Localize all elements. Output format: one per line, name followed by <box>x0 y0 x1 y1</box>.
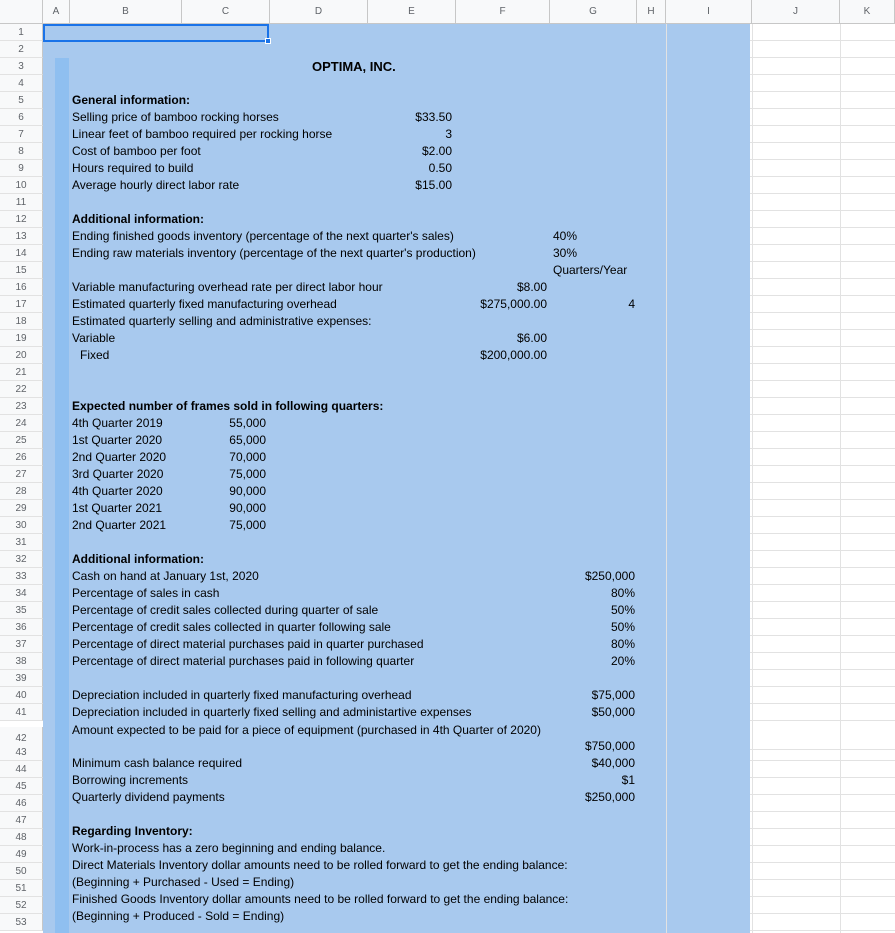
row-header-53[interactable]: 53 <box>0 914 43 931</box>
gridline <box>840 24 841 933</box>
cell-label[interactable]: Fixed <box>80 348 110 362</box>
row-header-9[interactable]: 9 <box>0 160 43 177</box>
cell-label[interactable]: Estimated quarterly selling and administrative expenses: <box>72 314 372 328</box>
fill-handle[interactable] <box>265 38 271 44</box>
cell-label[interactable]: Minimum cash balance required <box>72 756 243 770</box>
shaded-stripe <box>55 58 69 933</box>
row-header-1[interactable]: 1 <box>0 24 43 41</box>
cell-value[interactable]: $2.00 <box>421 144 452 158</box>
gridline <box>750 635 895 636</box>
gridline <box>666 24 667 933</box>
gridline <box>750 176 895 177</box>
cell-value[interactable]: 55,000 <box>229 416 266 430</box>
cell-value[interactable]: 20% <box>610 654 635 668</box>
gridline <box>750 397 895 398</box>
column-header-j[interactable]: J <box>752 0 840 24</box>
cell-label[interactable]: 2nd Quarter 2020 <box>72 450 167 464</box>
row-header-4[interactable]: 4 <box>0 75 43 92</box>
row-header-5[interactable]: 5 <box>0 92 43 109</box>
gridline <box>750 57 895 58</box>
cell-value[interactable]: 50% <box>610 603 635 617</box>
row-header-46[interactable]: 46 <box>0 795 43 812</box>
cell-label[interactable]: 1st Quarter 2021 <box>72 501 163 515</box>
row-header-34[interactable]: 34 <box>0 585 43 602</box>
gridline <box>750 125 895 126</box>
row-header-28[interactable]: 28 <box>0 483 43 500</box>
cell-label[interactable]: Quarterly dividend payments <box>72 790 225 804</box>
cell-value[interactable]: $75,000 <box>591 688 635 702</box>
row-header-11[interactable]: 11 <box>0 194 43 211</box>
cell-label[interactable]: 3rd Quarter 2020 <box>72 467 164 481</box>
row-header-35[interactable]: 35 <box>0 602 43 619</box>
cell-value[interactable]: 80% <box>610 637 635 651</box>
inventory-heading[interactable]: Regarding Inventory: <box>72 824 193 838</box>
gridline <box>750 930 895 931</box>
cell-label[interactable]: Percentage of credit sales collected during quarter of sale <box>72 603 379 617</box>
column-header-f[interactable]: F <box>456 0 550 24</box>
cell-value[interactable]: $750,000 <box>584 739 635 753</box>
gridline <box>750 777 895 778</box>
row-header-3[interactable]: 3 <box>0 58 43 75</box>
gridline <box>750 533 895 534</box>
cell-label-wrapped[interactable]: Amount expected to be paid for a piece of equipment (purchased in 4th Quarter of 2020) <box>72 723 541 737</box>
gridline <box>750 652 895 653</box>
quarters-label[interactable]: Quarters/Year <box>553 263 628 277</box>
cell-text[interactable]: Direct Materials Inventory dollar amounts need to be rolled forward to get the ending balance: <box>72 858 568 872</box>
select-all-corner[interactable] <box>0 0 43 24</box>
row-header-22[interactable]: 22 <box>0 381 43 398</box>
cell-label[interactable]: Percentage of direct material purchases paid in quarter purchased <box>72 637 424 651</box>
gridline <box>750 749 895 750</box>
gridline <box>750 618 895 619</box>
column-header-d[interactable]: D <box>270 0 368 24</box>
cell-value[interactable]: $8.00 <box>516 280 547 294</box>
gridline <box>750 74 895 75</box>
column-header-e[interactable]: E <box>368 0 456 24</box>
gridline <box>750 414 895 415</box>
row-header-24[interactable]: 24 <box>0 415 43 432</box>
cell-value[interactable]: $250,000 <box>584 790 635 804</box>
row-header-45[interactable]: 45 <box>0 778 43 795</box>
row-header-6[interactable]: 6 <box>0 109 43 126</box>
gridline <box>750 601 895 602</box>
gridline <box>752 24 753 933</box>
cell-label[interactable]: Cash on hand at January 1st, 2020 <box>72 569 259 583</box>
gridline <box>750 811 895 812</box>
additional-heading[interactable]: Additional information: <box>72 212 204 226</box>
gridline <box>750 686 895 687</box>
row-header-30[interactable]: 30 <box>0 517 43 534</box>
gridline <box>750 516 895 517</box>
cell-value[interactable]: $33.50 <box>415 110 452 124</box>
cell-text[interactable]: (Beginning + Produced - Sold = Ending) <box>72 909 285 923</box>
cell-label[interactable]: 4th Quarter 2019 <box>72 416 163 430</box>
row-header-25[interactable]: 25 <box>0 432 43 449</box>
row-header-31[interactable]: 31 <box>0 534 43 551</box>
row-header-26[interactable]: 26 <box>0 449 43 466</box>
cell-value[interactable]: 40% <box>553 229 578 243</box>
row-header-49[interactable]: 49 <box>0 846 43 863</box>
cell-label[interactable]: Estimated quarterly fixed manufacturing overhead <box>72 297 337 311</box>
gridline <box>750 244 895 245</box>
gridline <box>750 828 895 829</box>
gridline <box>750 363 895 364</box>
row-header-36[interactable]: 36 <box>0 619 43 636</box>
gridline <box>750 159 895 160</box>
cell-label[interactable]: Cost of bamboo per foot <box>72 144 201 158</box>
row-header-43[interactable]: 43 <box>0 744 43 761</box>
cell-value[interactable]: 65,000 <box>229 433 266 447</box>
cell-label[interactable]: 2nd Quarter 2021 <box>72 518 167 532</box>
gridline <box>750 210 895 211</box>
column-header-a[interactable]: A <box>43 0 70 24</box>
column-header-b[interactable]: B <box>70 0 182 24</box>
row-header-19[interactable]: 19 <box>0 330 43 347</box>
gridline <box>750 465 895 466</box>
gridline <box>750 760 895 761</box>
sheet-title[interactable]: OPTIMA, INC. <box>312 59 396 74</box>
row-header-8[interactable]: 8 <box>0 143 43 160</box>
row-header-50[interactable]: 50 <box>0 863 43 880</box>
cell-label[interactable]: Percentage of credit sales collected in quarter following sale <box>72 620 391 634</box>
cell-value[interactable]: 50% <box>610 620 635 634</box>
cell-label[interactable]: Ending finished goods inventory (percentage of the next quarter's sales) <box>72 229 454 243</box>
gridline <box>750 913 895 914</box>
cell-value[interactable]: 75,000 <box>229 518 266 532</box>
cell-label[interactable]: Percentage of sales in cash <box>72 586 220 600</box>
cell-label[interactable]: Borrowing increments <box>72 773 189 787</box>
row-header-27[interactable]: 27 <box>0 466 43 483</box>
row-header-18[interactable]: 18 <box>0 313 43 330</box>
cell-value[interactable]: $250,000 <box>584 569 635 583</box>
row-header-47[interactable]: 47 <box>0 812 43 829</box>
row-header-33[interactable]: 33 <box>0 568 43 585</box>
gridline <box>750 193 895 194</box>
cell-value[interactable]: 75,000 <box>229 467 266 481</box>
column-header-c[interactable]: C <box>182 0 270 24</box>
cell-text[interactable]: Finished Goods Inventory dollar amounts need to be rolled forward to get the ending balance: <box>72 892 569 906</box>
row-header-23[interactable]: 23 <box>0 398 43 415</box>
gridline <box>750 91 895 92</box>
cell-label[interactable]: 1st Quarter 2020 <box>72 433 163 447</box>
row-header-14[interactable]: 14 <box>0 245 43 262</box>
gridline <box>750 346 895 347</box>
row-header-39[interactable]: 39 <box>0 670 43 687</box>
row-header-20[interactable]: 20 <box>0 347 43 364</box>
gridline <box>750 862 895 863</box>
cell-value[interactable]: $15.00 <box>415 178 452 192</box>
cell-value[interactable]: 30% <box>553 246 578 260</box>
cell-label[interactable]: Average hourly direct labor rate <box>72 178 240 192</box>
row-header-10[interactable]: 10 <box>0 177 43 194</box>
gridline <box>750 380 895 381</box>
cell-label[interactable]: Linear feet of bamboo required per rocking horse <box>72 127 333 141</box>
cell-label[interactable]: Hours required to build <box>72 161 194 175</box>
gridline <box>750 845 895 846</box>
gridline <box>750 312 895 313</box>
cell-text[interactable]: (Beginning + Purchased - Used = Ending) <box>72 875 295 889</box>
cell-label[interactable]: Variable manufacturing overhead rate per direct labor hour <box>72 280 383 294</box>
cell-value[interactable]: $275,000.00 <box>480 297 547 311</box>
cell-label[interactable]: Variable <box>72 331 116 345</box>
gridline <box>750 295 895 296</box>
row-header-12[interactable]: 12 <box>0 211 43 228</box>
gridline <box>750 703 895 704</box>
gridline <box>750 482 895 483</box>
cell-value[interactable]: 90,000 <box>229 501 266 515</box>
cell-value[interactable]: 80% <box>610 586 635 600</box>
cell-value[interactable]: 0.50 <box>428 161 452 175</box>
gridline <box>750 794 895 795</box>
cell-value[interactable]: $50,000 <box>591 705 635 719</box>
cell-text[interactable]: Work-in-process has a zero beginning and ending balance. <box>72 841 386 855</box>
gridline <box>750 329 895 330</box>
gridline <box>750 40 895 41</box>
cell-label[interactable]: Selling price of bamboo rocking horses <box>72 110 279 124</box>
gridline <box>750 448 895 449</box>
gridline <box>750 879 895 880</box>
gridline <box>750 278 895 279</box>
gridline <box>750 227 895 228</box>
row-header-21[interactable]: 21 <box>0 364 43 381</box>
cell-label[interactable]: Depreciation included in quarterly fixed manufacturing overhead <box>72 688 412 702</box>
row-header-29[interactable]: 29 <box>0 500 43 517</box>
cell-value[interactable]: 90,000 <box>229 484 266 498</box>
gridline <box>750 261 895 262</box>
row-header-38[interactable]: 38 <box>0 653 43 670</box>
gridline <box>750 142 895 143</box>
cell-value[interactable]: 3 <box>445 127 452 141</box>
cell-label[interactable]: Percentage of direct material purchases paid in following quarter <box>72 654 415 668</box>
column-header-k[interactable]: K <box>840 0 895 24</box>
row-header-51[interactable]: 51 <box>0 880 43 897</box>
row-header-13[interactable]: 13 <box>0 228 43 245</box>
row-header-7[interactable]: 7 <box>0 126 43 143</box>
gridline <box>750 567 895 568</box>
row-header-44[interactable]: 44 <box>0 761 43 778</box>
column-header-h[interactable]: H <box>637 0 666 24</box>
gridline <box>750 669 895 670</box>
row-header-42[interactable]: 42 <box>0 727 43 750</box>
row-header-2[interactable]: 2 <box>0 41 43 58</box>
additional2-heading[interactable]: Additional information: <box>72 552 204 566</box>
column-header-g[interactable]: G <box>550 0 637 24</box>
gridline <box>750 108 895 109</box>
row-header-15[interactable]: 15 <box>0 262 43 279</box>
row-header-17[interactable]: 17 <box>0 296 43 313</box>
gridline <box>750 584 895 585</box>
cell-label[interactable]: Depreciation included in quarterly fixed selling and administartive expenses <box>72 705 472 719</box>
gridline <box>750 499 895 500</box>
row-header-16[interactable]: 16 <box>0 279 43 296</box>
selected-range[interactable] <box>43 24 269 42</box>
quarters-value[interactable]: 4 <box>628 297 635 311</box>
cell-value[interactable]: $1 <box>621 773 635 787</box>
cell-label[interactable]: 4th Quarter 2020 <box>72 484 163 498</box>
cell-value[interactable]: $200,000.00 <box>480 348 547 362</box>
row-header-37[interactable]: 37 <box>0 636 43 653</box>
gridline <box>750 896 895 897</box>
gridline <box>750 720 895 721</box>
row-header-52[interactable]: 52 <box>0 897 43 914</box>
cell-label[interactable]: Ending raw materials inventory (percentage of the next quarter's production) <box>72 246 476 260</box>
row-header-32[interactable]: 32 <box>0 551 43 568</box>
row-header-41[interactable]: 41 <box>0 704 43 721</box>
row-header-48[interactable]: 48 <box>0 829 43 846</box>
row-header-40[interactable]: 40 <box>0 687 43 704</box>
general-heading[interactable]: General information: <box>72 93 191 107</box>
cell-value[interactable]: $6.00 <box>516 331 547 345</box>
cell-value[interactable]: $40,000 <box>591 756 635 770</box>
gridline <box>750 550 895 551</box>
gridline <box>750 431 895 432</box>
expected-heading[interactable]: Expected number of frames sold in following quarters: <box>72 399 384 413</box>
column-header-i[interactable]: I <box>666 0 752 24</box>
cell-value[interactable]: 70,000 <box>229 450 266 464</box>
